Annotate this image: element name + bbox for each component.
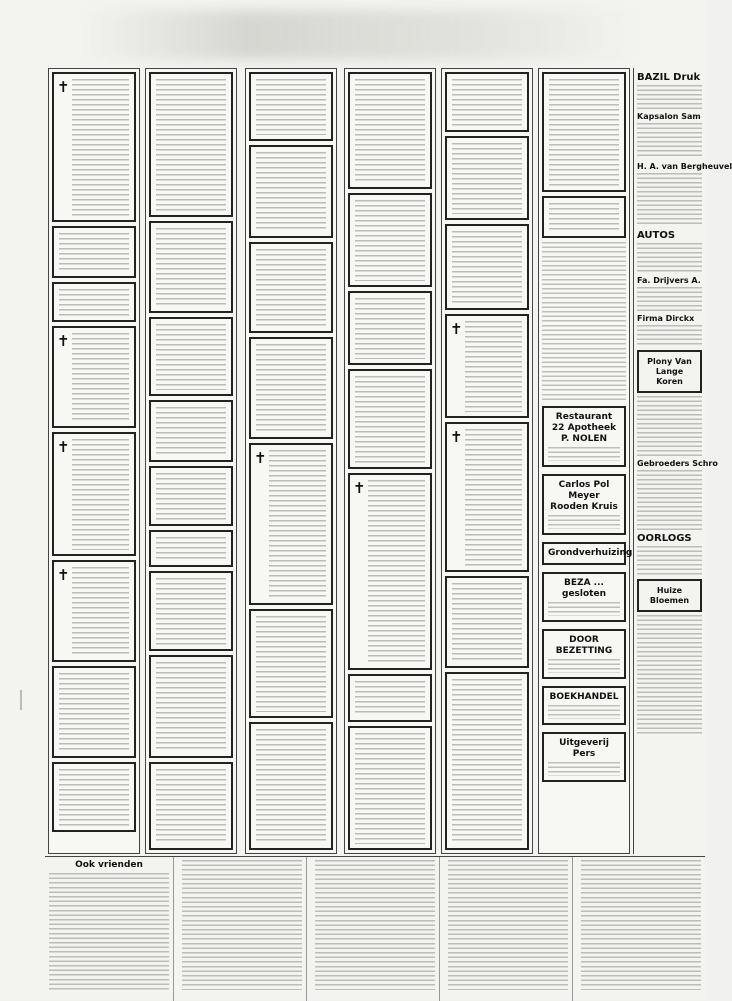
ad-box — [637, 579, 702, 612]
ad-title: BEZA ... gesloten — [562, 578, 606, 599]
ad-title: Uitgeverij Pers — [559, 738, 609, 759]
death-notice — [149, 400, 233, 462]
death-notice — [52, 326, 136, 428]
ad-heading: Kapsalon Sam — [637, 112, 701, 121]
death-notice — [52, 762, 136, 832]
death-notice — [445, 136, 529, 220]
death-notice — [348, 369, 432, 468]
notice-column-6 — [538, 68, 633, 854]
article-column — [178, 857, 307, 1001]
death-notice — [445, 314, 529, 418]
ad-title: Grondverhuizing — [548, 548, 633, 558]
death-notice — [149, 221, 233, 313]
death-notice — [149, 762, 233, 850]
classified-ad — [542, 474, 626, 535]
death-notice — [445, 72, 529, 132]
death-notice — [445, 672, 529, 850]
death-notice — [249, 145, 333, 238]
ad-title: BOEKHANDEL — [549, 692, 619, 702]
death-notice — [52, 666, 136, 758]
death-notice — [542, 72, 626, 192]
cross-icon: ✝ — [254, 449, 267, 468]
ad-title: Restaurant 22 Apotheek P. NOLEN — [551, 412, 617, 444]
ad-heading: H. A. van Bergheuvel — [637, 162, 732, 171]
death-notice — [249, 242, 333, 333]
notice-column-4 — [344, 68, 436, 854]
classified-ad — [542, 406, 626, 467]
ad-title: DOOR BEZETTING — [555, 635, 613, 656]
death-notice — [149, 72, 233, 217]
death-notice — [348, 726, 432, 850]
notice-column-1 — [48, 68, 140, 854]
ad-heading: AUTOS — [637, 230, 676, 241]
death-notice — [445, 422, 529, 572]
ad-heading: OORLOGS — [637, 533, 692, 544]
death-notice — [348, 674, 432, 722]
death-notice — [348, 291, 432, 365]
death-notice — [249, 722, 333, 850]
death-notice — [149, 655, 233, 758]
classified-ad — [542, 686, 626, 725]
ad-heading: Gebroeders Schro — [637, 459, 718, 468]
death-notice — [149, 317, 233, 397]
ad-heading: Plony Van Lange Koren — [647, 357, 692, 386]
death-notice — [249, 443, 333, 605]
notice-column-2 — [145, 68, 237, 854]
classified-text — [542, 242, 626, 402]
death-notice — [149, 530, 233, 568]
death-notice — [52, 226, 136, 278]
death-notice — [348, 473, 432, 670]
bottom-articles — [45, 856, 705, 1001]
death-notice — [542, 196, 626, 238]
article-heading: Ook vrienden — [75, 860, 143, 870]
paper-discoloration — [80, 10, 640, 60]
article-column — [444, 857, 573, 1001]
cross-icon: ✝ — [57, 78, 70, 96]
ad-heading: Fa. Drijvers A. — [637, 276, 701, 285]
death-notice — [249, 609, 333, 718]
cross-icon: ✝ — [353, 478, 366, 497]
classified-ad — [542, 542, 633, 565]
article-column — [577, 857, 705, 1001]
cross-icon: ✝ — [57, 438, 70, 456]
margin-mark — [20, 690, 22, 710]
classified-ad — [542, 629, 626, 679]
death-notice — [249, 72, 333, 141]
death-notice — [52, 282, 136, 322]
death-notice — [52, 560, 136, 662]
cross-icon: ✝ — [450, 320, 463, 338]
advertisement-column — [633, 68, 732, 854]
death-notice — [445, 576, 529, 668]
ad-heading: Firma Dirckx — [637, 314, 695, 323]
ad-heading: Huize Bloemen — [649, 586, 690, 605]
death-notice — [445, 224, 529, 310]
cross-icon: ✝ — [57, 332, 70, 350]
classified-ad — [542, 572, 626, 622]
notice-column-5 — [441, 68, 533, 854]
death-notice — [149, 571, 233, 651]
cross-icon: ✝ — [450, 428, 463, 446]
classified-ad — [542, 732, 626, 782]
notice-column-3 — [245, 68, 337, 854]
death-notice — [52, 432, 136, 556]
article-column — [311, 857, 440, 1001]
death-notice — [348, 72, 432, 189]
ad-box — [637, 350, 702, 393]
article-column — [45, 857, 174, 1001]
death-notice — [249, 337, 333, 440]
ad-heading: BAZIL Druk — [637, 72, 701, 83]
death-notice — [52, 72, 136, 222]
death-notice — [149, 466, 233, 526]
cross-icon: ✝ — [57, 566, 70, 584]
ad-title: Carlos Pol Meyer Rooden Kruis — [550, 480, 618, 512]
death-notice — [348, 193, 432, 287]
